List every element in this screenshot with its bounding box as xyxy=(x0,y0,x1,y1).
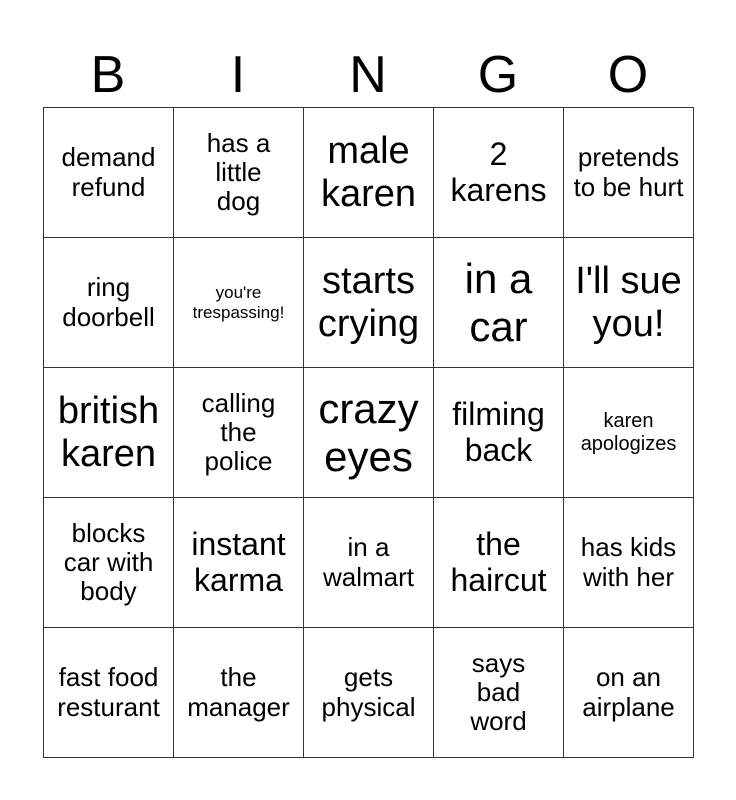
header-letter-n: N xyxy=(349,46,387,104)
bingo-cell[interactable] xyxy=(434,628,564,758)
cell-text: calling the police xyxy=(201,387,276,477)
cell-text: karen apologizes xyxy=(580,410,677,455)
cell-text: the haircut xyxy=(450,525,547,598)
cell-text: instant karma xyxy=(191,525,286,598)
bingo-cell[interactable] xyxy=(174,368,304,498)
bingo-cell[interactable] xyxy=(174,108,304,238)
bingo-cell[interactable] xyxy=(174,628,304,758)
cell-text: in a car xyxy=(464,255,533,350)
cell-text: 2 karens xyxy=(450,135,547,208)
cell-text: male karen xyxy=(320,129,417,215)
cell-text: pretends to be hurt xyxy=(573,142,684,202)
cell-text: has kids with her xyxy=(580,532,677,592)
cell-text: the manager xyxy=(187,662,290,722)
bingo-cell[interactable] xyxy=(564,368,694,498)
bingo-cell[interactable] xyxy=(434,238,564,368)
bingo-cell[interactable] xyxy=(44,108,174,238)
bingo-cell[interactable] xyxy=(304,368,434,498)
bingo-cell[interactable] xyxy=(304,498,434,628)
bingo-cell[interactable] xyxy=(304,628,434,758)
bingo-cell[interactable] xyxy=(564,498,694,628)
bingo-cell[interactable] xyxy=(44,238,174,368)
cell-text: starts crying xyxy=(317,259,420,345)
bingo-cell[interactable] xyxy=(434,108,564,238)
cell-text: on an airplane xyxy=(582,662,675,722)
cell-text: I'll sue you! xyxy=(575,259,682,345)
bingo-cell[interactable] xyxy=(174,498,304,628)
cell-text: you're trespassing! xyxy=(192,283,285,322)
header-letter-b: B xyxy=(90,46,126,104)
bingo-cell[interactable] xyxy=(434,368,564,498)
cell-text: ring doorbell xyxy=(62,272,155,332)
cell-text: crazy eyes xyxy=(318,385,419,480)
bingo-cell[interactable] xyxy=(304,238,434,368)
bingo-cell[interactable] xyxy=(564,628,694,758)
cell-text: in a walmart xyxy=(322,532,414,592)
bingo-cell[interactable] xyxy=(44,368,174,498)
bingo-header xyxy=(43,42,693,108)
bingo-cell[interactable] xyxy=(174,238,304,368)
bingo-cell[interactable] xyxy=(434,498,564,628)
cell-text: gets physical xyxy=(321,662,416,722)
header-letter-o: O xyxy=(607,46,649,104)
bingo-cell[interactable] xyxy=(564,108,694,238)
header-letter-g: G xyxy=(477,46,519,104)
cell-text: blocks car with body xyxy=(63,517,154,607)
header-letter-i: I xyxy=(230,46,246,104)
bingo-cell[interactable] xyxy=(44,628,174,758)
bingo-cell[interactable] xyxy=(44,498,174,628)
bingo-cell[interactable] xyxy=(304,108,434,238)
cell-text: demand refund xyxy=(61,142,156,202)
cell-text: british karen xyxy=(57,389,160,475)
cell-text: filming back xyxy=(452,395,545,468)
cell-text: fast food resturant xyxy=(57,662,160,722)
cell-text: says bad word xyxy=(470,647,527,737)
bingo-board xyxy=(43,107,694,758)
cell-text: has a little dog xyxy=(206,127,271,217)
bingo-cell[interactable] xyxy=(564,238,694,368)
